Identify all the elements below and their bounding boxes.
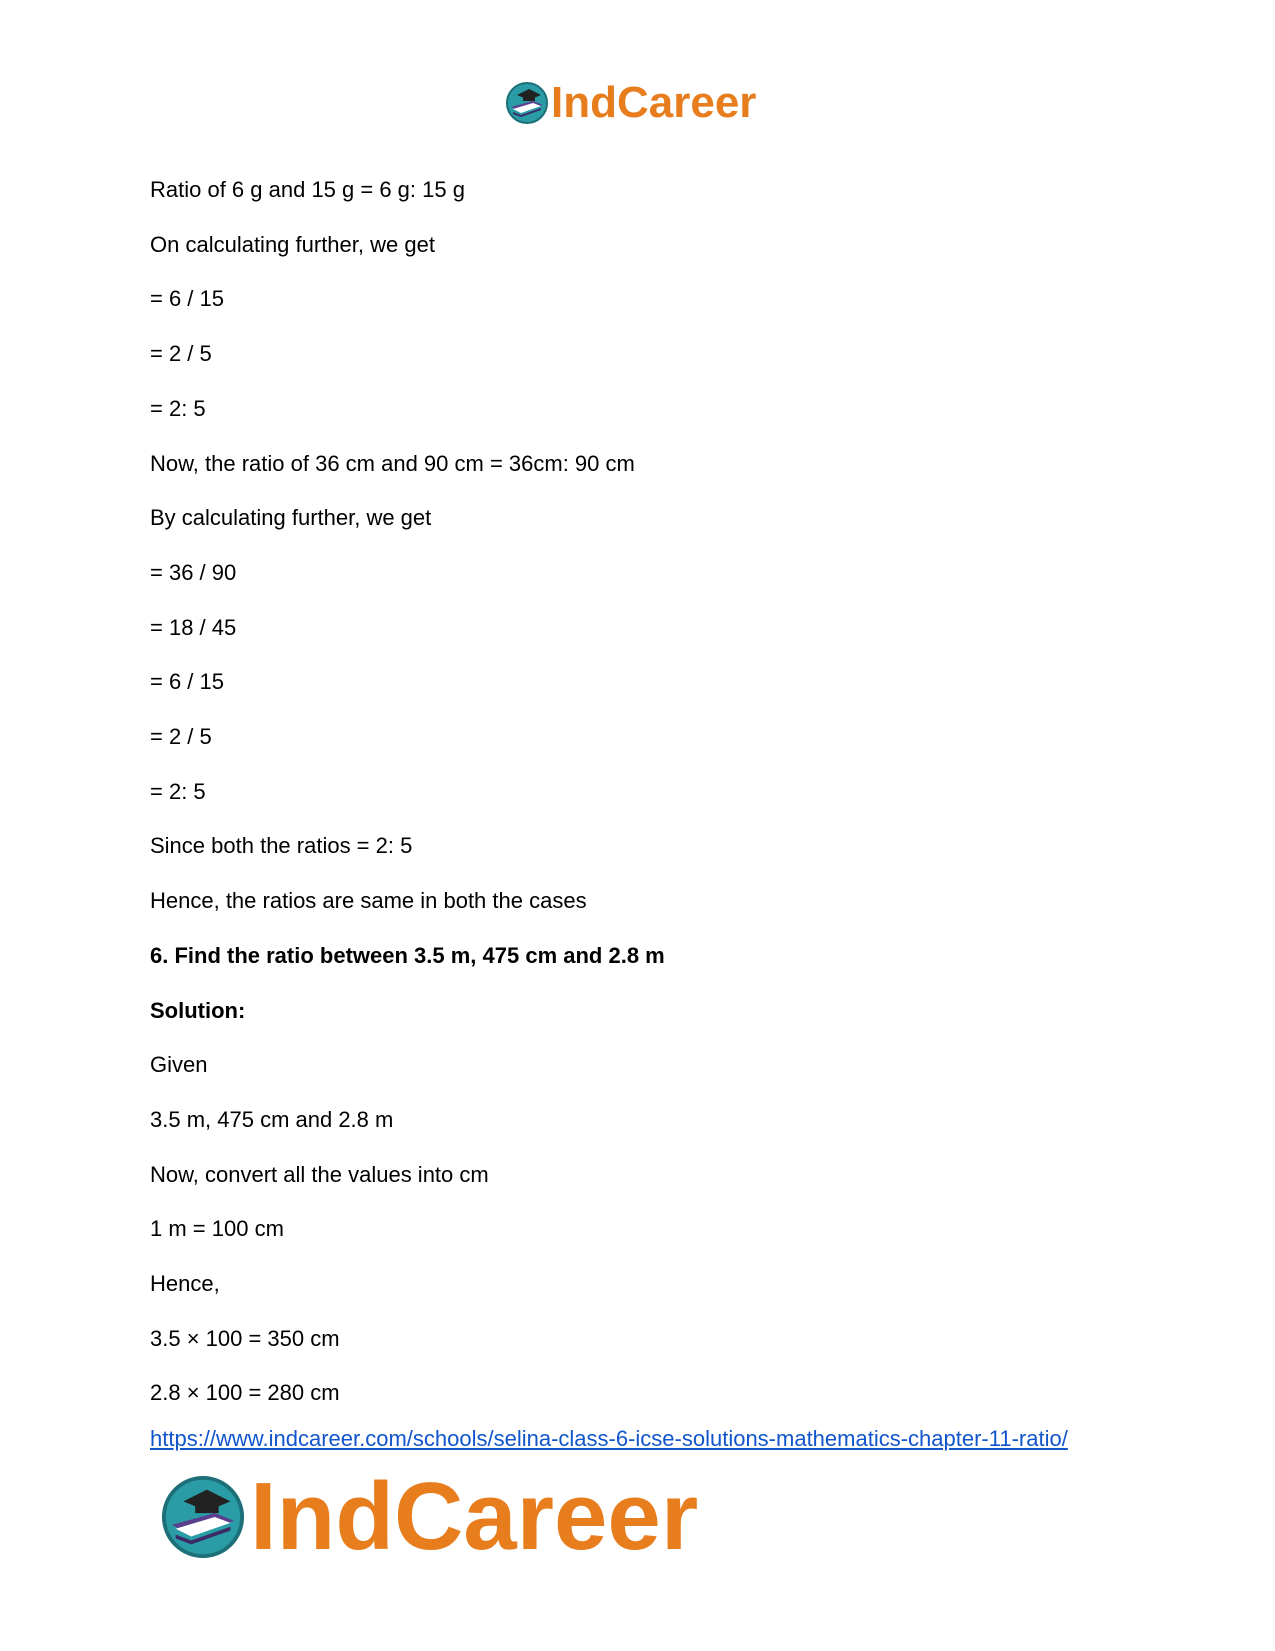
text-line: Hence, (150, 1271, 220, 1296)
text-line: = 6 / 15 (150, 286, 225, 311)
header-logo (505, 78, 756, 128)
text-line: = 36 / 90 (150, 560, 237, 585)
text-line: Now, convert all the values into cm (150, 1162, 489, 1187)
text-line: 3.5 m, 475 cm and 2.8 m (150, 1107, 394, 1132)
text-line: 2.8 × 100 = 280 cm (150, 1380, 340, 1405)
text-line: 1 m = 100 cm (150, 1216, 284, 1241)
text-line: Ratio of 6 g and 15 g = 6 g: 15 g (150, 177, 465, 202)
text-line: = 2 / 5 (150, 724, 212, 749)
footer-logo (160, 1462, 698, 1572)
text-line: = 2 / 5 (150, 341, 212, 366)
source-link[interactable]: https://www.indcareer.com/schools/selina-class-6-icse-solutions-mathematics-chapter-11-ratio/ (150, 1426, 1068, 1451)
header-brand-text: IndCareer (551, 78, 757, 127)
heading-line: 6. Find the ratio between 3.5 m, 475 cm and 2.8 m (150, 943, 665, 968)
text-line: 3.5 × 100 = 350 cm (150, 1326, 340, 1351)
text-line: Given (150, 1052, 208, 1077)
text-line: Now, the ratio of 36 cm and 90 cm = 36cm: 90 cm (150, 451, 635, 476)
text-line: On calculating further, we get (150, 232, 435, 257)
text-line: = 2: 5 (150, 779, 206, 804)
text-line: = 18 / 45 (150, 615, 237, 640)
globe-book-icon (505, 81, 549, 125)
footer-brand-text: IndCareer (250, 1463, 699, 1570)
text-line: = 2: 5 (150, 396, 206, 421)
text-line: By calculating further, we get (150, 505, 432, 530)
globe-book-icon (160, 1474, 246, 1560)
text-line: Since both the ratios = 2: 5 (150, 833, 413, 858)
text-line: = 6 / 15 (150, 669, 225, 694)
text-line: Hence, the ratios are same in both the cases (150, 888, 587, 913)
heading-line: Solution: (150, 998, 246, 1023)
